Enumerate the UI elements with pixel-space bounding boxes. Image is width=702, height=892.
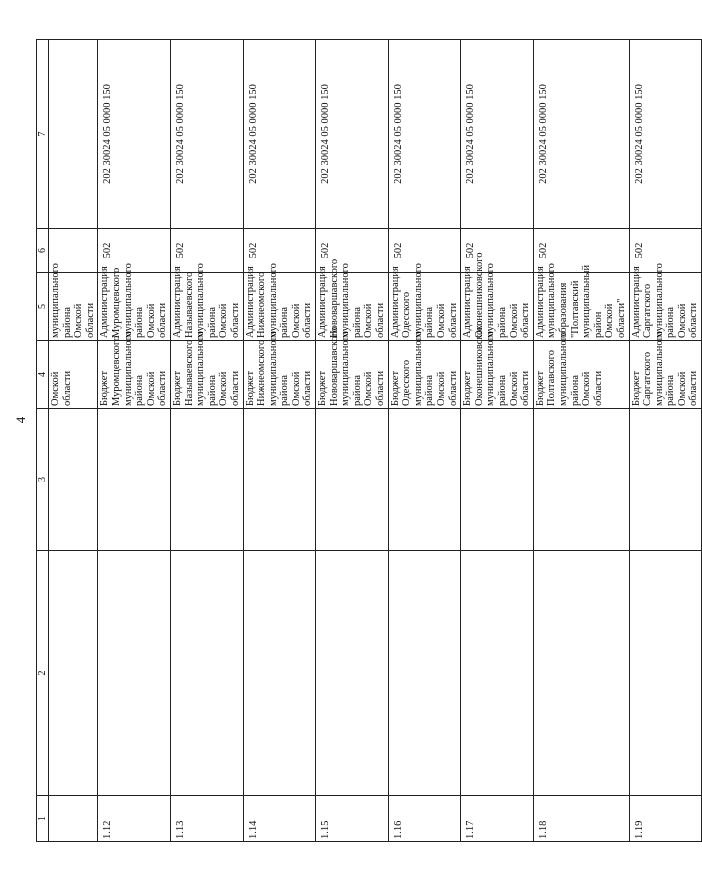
table-cell-col5: Администрация Оконешниковского муниципального района Омской области (461, 273, 534, 341)
table-cell-col7: 202 30024 05 0000 150 (98, 40, 171, 229)
table-body (49, 40, 702, 842)
rotated-table-container (36, 40, 700, 842)
table-row (49, 40, 98, 842)
table-cell-col5: Администрация Нововаршавского муниципального района Омской области (316, 273, 389, 341)
table-cell-col5: муниципального района Омской области (49, 273, 98, 341)
table-row (388, 40, 461, 842)
page-number: 4 (13, 416, 28, 424)
table-cell-col5: Администрация Саргатского муниципального района Омской области (629, 273, 702, 341)
table-cell-col2 (98, 551, 171, 796)
table-cell-col7: 202 30024 05 0000 150 (388, 40, 461, 229)
table-cell-col7: 202 30024 05 0000 150 (170, 40, 243, 229)
table-cell-col7: 202 30024 05 0000 150 (243, 40, 316, 229)
table-cell-col5: Администрация Одесского муниципального района Омской области (388, 273, 461, 341)
table-cell-col4: Бюджет Муромцевского муниципального района Омской области (98, 341, 171, 409)
table-cell-col3 (533, 409, 629, 551)
table-cell-col2 (49, 551, 98, 796)
header-cell-6: 6 (37, 229, 49, 273)
table-cell-col4: Бюджет Саргатского муниципального района Омской области (629, 341, 702, 409)
table-row (316, 40, 389, 842)
table-cell-col7: 202 30024 05 0000 150 (316, 40, 389, 229)
table-cell-col2 (170, 551, 243, 796)
table-cell-col1: 1.13 (170, 796, 243, 842)
table-cell-col6: 502 (243, 229, 316, 273)
table-cell-col1: 1.17 (461, 796, 534, 842)
table-cell-col6: 502 (533, 229, 629, 273)
table-cell-col1: 1.14 (243, 796, 316, 842)
table-cell-col6: 502 (388, 229, 461, 273)
table-cell-col2 (316, 551, 389, 796)
header-cell-3: 3 (37, 409, 49, 551)
budget-table (36, 39, 702, 842)
table-cell-col3 (316, 409, 389, 551)
table-row (170, 40, 243, 842)
table-cell-col6: 502 (170, 229, 243, 273)
table-cell-col5: Администрация Нижнеомского муниципального района Омской области (243, 273, 316, 341)
table-cell-col3 (629, 409, 702, 551)
table-row (629, 40, 702, 842)
table-cell-col5: Администрация Муромцевского муниципального района Омской области (98, 273, 171, 341)
table-cell-col2 (388, 551, 461, 796)
table-cell-col4: Бюджет Одесского муниципального района Омской области (388, 341, 461, 409)
table-cell-col3 (49, 409, 98, 551)
table-cell-col7 (49, 40, 98, 229)
table-cell-col5: Администрация муниципального образования "Полтавский муниципальный район Омской области" (533, 273, 629, 341)
table-cell-col6: 502 (461, 229, 534, 273)
table-cell-col3 (461, 409, 534, 551)
table-cell-col2 (243, 551, 316, 796)
header-cell-5: 5 (37, 273, 49, 341)
header-row (37, 40, 49, 842)
header-cell-7: 7 (37, 40, 49, 229)
table-cell-col6: 502 (629, 229, 702, 273)
table-cell-col1: 1.16 (388, 796, 461, 842)
table-cell-col3 (170, 409, 243, 551)
table-cell-col2 (533, 551, 629, 796)
table-row (243, 40, 316, 842)
table-cell-col5: Администрация Называевского муниципального района Омской области (170, 273, 243, 341)
table-cell-col3 (388, 409, 461, 551)
table-cell-col1: 1.19 (629, 796, 702, 842)
table-row (461, 40, 534, 842)
table-cell-col1: 1.12 (98, 796, 171, 842)
table-cell-col1 (49, 796, 98, 842)
table-cell-col2 (629, 551, 702, 796)
table-cell-col4: Бюджет Оконешниковского муниципального района Омской области (461, 341, 534, 409)
table-row (98, 40, 171, 842)
table-cell-col6: 502 (316, 229, 389, 273)
header-cell-4: 4 (37, 341, 49, 409)
table-cell-col4: Бюджет Называевского муниципального района Омской области (170, 341, 243, 409)
header-cell-1: 1 (37, 796, 49, 842)
table-cell-col7: 202 30024 05 0000 150 (533, 40, 629, 229)
table-cell-col7: 202 30024 05 0000 150 (461, 40, 534, 229)
table-cell-col4: Бюджет Нововаршавского муниципального района Омской области (316, 341, 389, 409)
table-cell-col4: Бюджет Полтавского муниципального района Омской области (533, 341, 629, 409)
table-cell-col1: 1.18 (533, 796, 629, 842)
table-row (533, 40, 629, 842)
table-cell-col7: 202 30024 05 0000 150 (629, 40, 702, 229)
header-cell-2: 2 (37, 551, 49, 796)
table-cell-col4: Омской области (49, 341, 98, 409)
table-cell-col2 (461, 551, 534, 796)
table-cell-col3 (98, 409, 171, 551)
table-cell-col4: Бюджет Нижнеомского муниципального района Омской области (243, 341, 316, 409)
table-cell-col1: 1.15 (316, 796, 389, 842)
table-cell-col6: 502 (98, 229, 171, 273)
table-cell-col3 (243, 409, 316, 551)
